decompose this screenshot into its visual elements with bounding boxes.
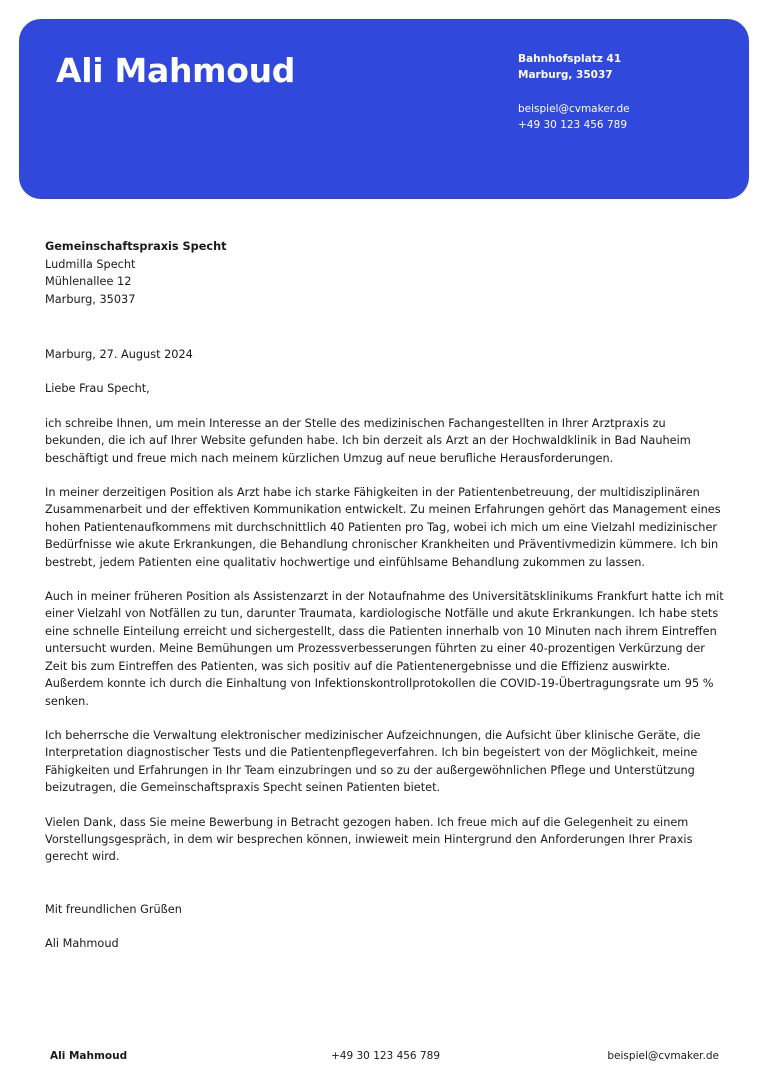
letter-paragraph: Ich beherrsche die Verwaltung elektronischer medizinischer Aufzeichnungen, die Aufsicht über klinische Geräte, die Interpretation diagnostischer Tests und die Patientenpflegeverfahren. Ich bin begeistert von der Möglichkeit, meine Fähigkeiten und Erfahrungen in Ihr Team einzubringen und so zu der außergewöhnlichen Pflege und Unterstützung beizutragen, die Gemeinschaftspraxis Specht seinen Patienten bietet.: [45, 728, 701, 795]
recipient-street: Mühlenallee 12: [45, 275, 132, 288]
page-footer: [50, 1047, 719, 1065]
header-banner: [19, 19, 749, 199]
recipient-block: [45, 238, 227, 308]
sender-city: Marburg, 35037: [518, 69, 613, 81]
footer-email: beispiel@cvmaker.de: [607, 1050, 719, 1062]
footer-phone: +49 30 123 456 789: [331, 1050, 440, 1062]
sender-contact: [518, 51, 630, 133]
recipient-company: Gemeinschaftspraxis Specht: [45, 240, 227, 253]
sender-email: beispiel@cvmaker.de: [518, 103, 630, 115]
letter-salutation: Liebe Frau Specht,: [45, 382, 150, 396]
letter-paragraph: Auch in meiner früheren Position als Assistenzarzt in der Notaufnahme des Universitätsklinikums Frankfurt hatte ich mit einer Vielzahl von Notfällen zu tun, darunter Traumata, kardiologische Notfälle und akute Erkrankungen. Ich habe stets eine schnelle Einteilung erreicht und sichergestellt, dass die Patienten innerhalb von 10 Minuten nach ihrem Eintreffen untersucht wurden. Meine Bemühungen um Prozessverbesserungen führten zu einer 40-prozentigen Verkürzung der Zeit bis zum Eintreffen des Patienten, was sich positiv auf die Patientenergebnisse und die Effizienz auswirkte. Außerdem konnte ich durch die Einhaltung von Infektionskontrollprotokollen die COVID-19-Übertragungsrate um 95 % senken.: [45, 590, 724, 708]
letter-paragraph: Vielen Dank, dass Sie meine Bewerbung in Betracht gezogen haben. Ich freue mich auf die Gelegenheit zu einem Vorstellungsgespräch, in dem wir besprechen können, inwieweit mein Hintergrund den Anforderungen Ihrer Praxis gerecht wird.: [45, 815, 693, 864]
letter-paragraph: In meiner derzeitigen Position als Arzt habe ich starke Fähigkeiten in der Patientenbetreuung, der multidisziplinären Zusammenarbeit und der effektiven Kommunikation entwickelt. Zu meinen Erfahrungen gehört das Management eines hohen Patientenaufkommens mit durchschnittlich 40 Patienten pro Tag, wobei ich mich um eine Vielzahl medizinischer Bedürfnisse wie akute Erkrankungen, die Behandlung chronischer Krankheiten und Präventivmedizin kümmere. Ich bin bestrebt, jedem Patienten eine qualitativ hochwertige und einfühlsame Behandlung zukommen zu lassen.: [45, 486, 721, 569]
letter-paragraph: ich schreibe Ihnen, um mein Interesse an der Stelle des medizinischen Fachangestellten in Ihrer Arztpraxis zu bekunden, die ich auf Ihrer Website gefunden habe. Ich bin derzeit als Arzt an der Hochwaldklinik in Bad Nauheim beschäftigt und freue mich nach meinem kürzlichen Umzug auf neue berufliche Herausforderungen.: [45, 416, 691, 465]
letter-closing: Mit freundlichen Grüßen: [45, 902, 182, 916]
sender-phone: +49 30 123 456 789: [518, 119, 627, 131]
sender-name: Ali Mahmoud: [56, 51, 296, 90]
letter-signature: Ali Mahmoud: [45, 937, 119, 951]
footer-name: Ali Mahmoud: [50, 1050, 128, 1062]
recipient-city: Marburg, 35037: [45, 292, 136, 306]
letter-date: Marburg, 27. August 2024: [45, 348, 193, 361]
sender-street: Bahnhofsplatz 41: [518, 53, 622, 65]
letter-body: [45, 346, 728, 970]
contact-spacer: [518, 83, 630, 101]
recipient-person: Ludmilla Specht: [45, 257, 136, 271]
